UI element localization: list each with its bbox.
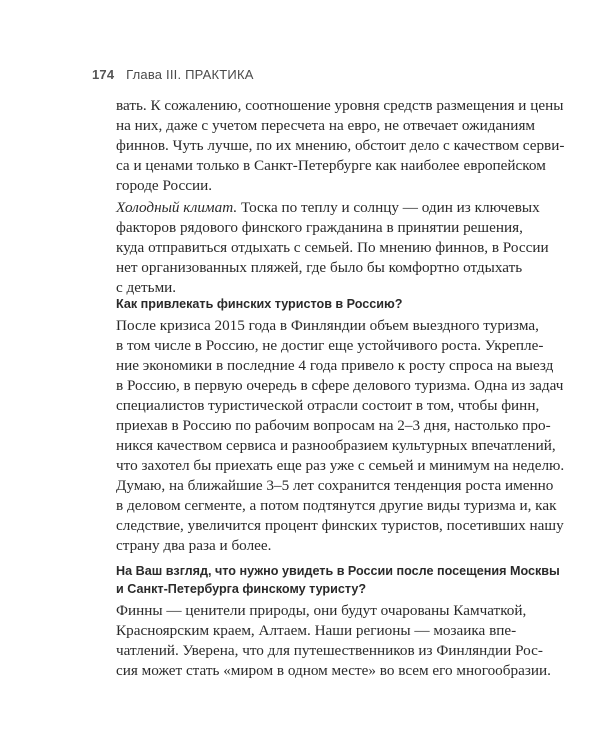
text-line: После кризиса 2015 года в Финляндии объем выездного туризма,	[116, 317, 539, 334]
text-line: городе России.	[116, 177, 213, 194]
text-line	[116, 198, 540, 218]
text-line: ние экономики в последние 4 года привело к росту спроса на выезд	[116, 357, 554, 374]
chapter-title: Глава III. ПРАКТИКА	[126, 67, 254, 82]
paragraph-2	[116, 198, 549, 298]
text-line: Финны — ценители природы, они будут очарованы Камчаткой,	[116, 602, 527, 619]
text-line: факторов рядового финского гражданина в принятии решения,	[116, 219, 523, 236]
text-line: приехав в Россию по рабочим вопросам на 2–3 дня, настолько про-	[116, 417, 551, 434]
text-line: с детьми.	[116, 279, 177, 296]
text-line: никся качеством сервиса и разнообразием культурных впечатлений,	[116, 437, 556, 454]
paragraph-3	[116, 316, 565, 556]
text-line: нет организованных пляжей, где было бы комфортно отдыхать	[116, 259, 523, 276]
text-line: на них, даже с учетом пересчета на евро, не отвечает ожиданиям	[116, 117, 536, 134]
heading-line: и Санкт-Петербурга финскому туристу?	[116, 582, 367, 596]
heading-line: На Ваш взгляд, что нужно увидеть в России после посещения Москвы	[116, 564, 560, 578]
text-line: страну два раза и более.	[116, 537, 272, 554]
text-line: сия может стать «миром в одном месте» во всем его многообразии.	[116, 662, 551, 679]
text-line: в Россию, в первую очередь в сфере делового туризма. Одна из задач	[116, 377, 564, 394]
italic-lead: Холодный климат.	[116, 199, 238, 216]
heading-line: Как привлекать финских туристов в Россию?	[116, 297, 403, 311]
text-line: следствие, увеличится процент финских туристов, посетивших нашу	[116, 517, 564, 534]
text-run: Тоска по теплу и солнцу — один из ключевых	[237, 199, 540, 216]
paragraph-1	[116, 96, 565, 196]
text-line: Думаю, на ближайшие 3–5 лет сохранится тенденция роста именно	[116, 477, 554, 494]
text-line: Красноярским краем, Алтаем. Наши регионы — мозаика впе-	[116, 622, 517, 639]
text-line: финнов. Чуть лучше, по их мнению, обстоит дело с качеством серви-	[116, 137, 565, 154]
text-line: в том числе в Россию, не достиг еще устойчивого роста. Укрепле-	[116, 337, 544, 354]
page-number: 174	[92, 67, 115, 82]
text-line: в деловом сегменте, а потом подтянутся другие виды туризма и, как	[116, 497, 557, 514]
text-line: куда отправиться отдыхать с семьей. По мнению финнов, в России	[116, 239, 549, 256]
paragraph-4	[116, 601, 551, 681]
text-line: са и ценами только в Санкт-Петербурге как наиболее европейском	[116, 157, 546, 174]
text-line: специалистов туристической отрасли состоит в том, чтобы финн,	[116, 397, 540, 414]
section-heading-2	[116, 562, 560, 598]
running-header	[92, 67, 512, 82]
text-line: вать. К сожалению, соотношение уровня средств размещения и цены	[116, 97, 564, 114]
section-heading-1	[116, 295, 516, 313]
text-line: чатлений. Уверена, что для путешественников из Финляндии Рос-	[116, 642, 543, 659]
text-line: что захотел бы приехать еще раз уже с семьей и минимум на неделю.	[116, 457, 565, 474]
